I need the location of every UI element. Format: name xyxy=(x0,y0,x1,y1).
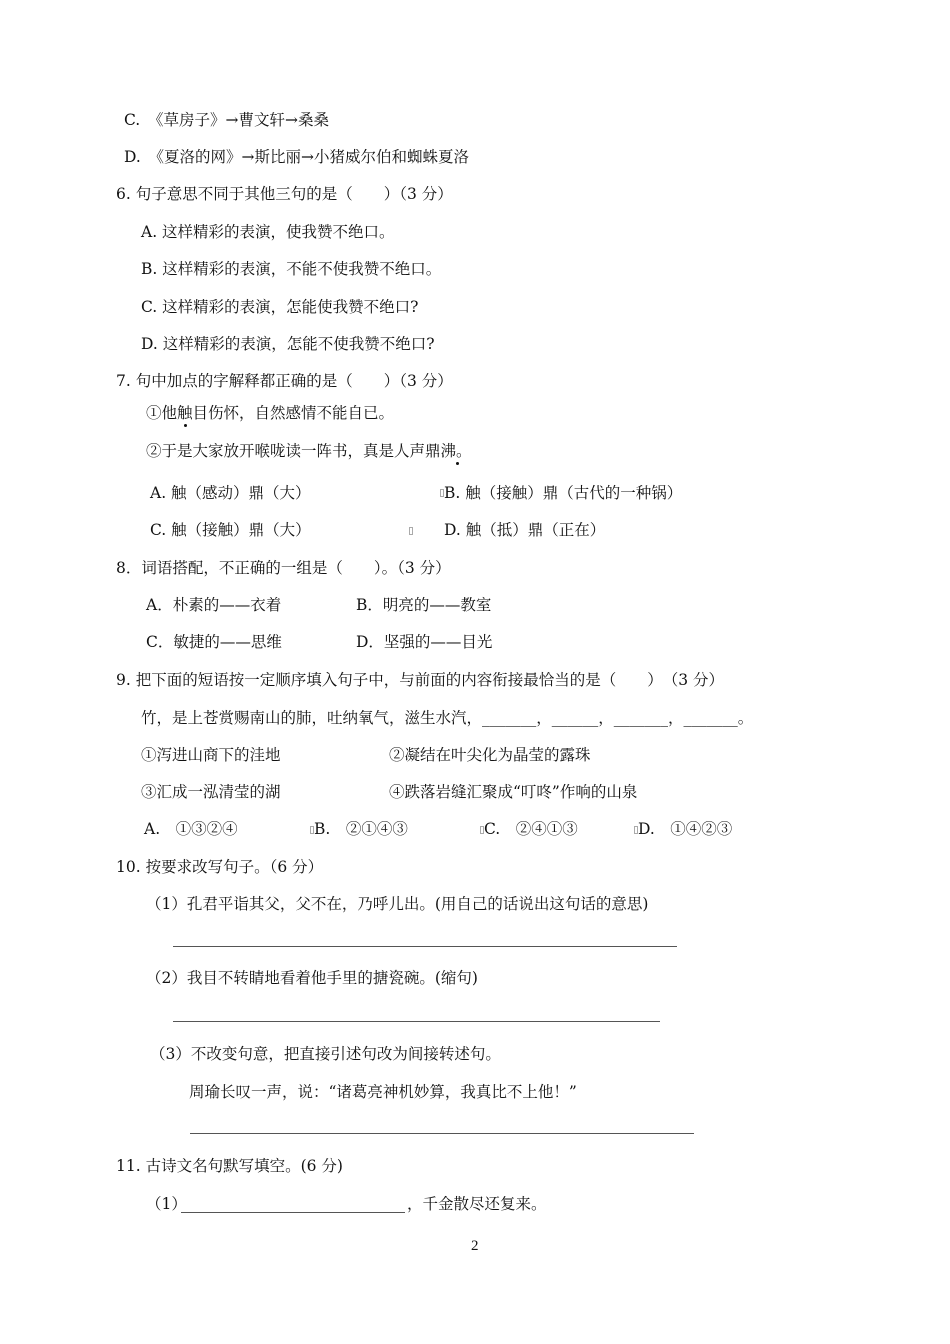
q6-stem: 6. 句子意思不同于其他三句的是（ ）（3 分） xyxy=(116,185,453,203)
q7-sentence-2: ②于是大家放开喉咙读一阵书，真是人声鼎沸。 xyxy=(146,442,472,460)
q8-option-d: D．坚强的——目光 xyxy=(356,633,493,651)
q6-option-c: C. 这样精彩的表演，怎能使我赞不绝口? xyxy=(141,298,419,316)
q9-sentence: 竹，是上苍赏赐南山的肺，吐纳氧气，滋生水汽，_______，______，_______，_______。 xyxy=(141,709,754,727)
q10-item-1: （1）孔君平诣其父，父不在，乃呼儿出。(用自己的话说出这句话的意思) xyxy=(146,895,649,913)
q9-option-d: D. ①④②③ xyxy=(638,820,733,838)
q8-stem: 8．词语搭配，不正确的一组是（ ）。（3 分） xyxy=(116,559,451,577)
q5-option-c: C. 《草房子》→曹文轩→桑桑 xyxy=(124,111,329,129)
q6-option-b: B. 这样精彩的表演，不能不使我赞不绝口。 xyxy=(141,260,442,278)
q7-option-c: C. 触（接触）鼎（大） xyxy=(150,521,311,539)
q11-item-1-suffix: ，千金散尽还复来。 xyxy=(407,1195,547,1213)
q7-sentence-1: ①他触目伤怀，自然感情不能自已。 xyxy=(146,404,395,422)
q9-phrase-4: ④跌落岩缝汇聚成“叮咚”作响的山泉 xyxy=(389,783,638,801)
q10-answer-line-2[interactable] xyxy=(173,1021,660,1022)
q10-stem: 10. 按要求改写句子。（6 分） xyxy=(116,858,324,876)
q10-answer-line-1[interactable] xyxy=(173,946,677,947)
q11-item-1-prefix: （1） xyxy=(146,1195,187,1213)
page-number: 2 xyxy=(471,1238,479,1254)
emphasis-dot xyxy=(456,462,459,465)
q8-option-a: A．朴素的——衣着 xyxy=(146,596,282,614)
q7-option-d: D. 触（抵）鼎（正在） xyxy=(444,521,606,539)
q6-option-a: A. 这样精彩的表演，使我赞不绝口。 xyxy=(141,223,395,241)
q7-option-b: B. 触（接触）鼎（古代的一种锅） xyxy=(444,484,683,502)
q5-option-d: D. 《夏洛的网》→斯比丽→小猪威尔伯和蜘蛛夏洛 xyxy=(124,148,470,166)
q8-option-c: C．敏捷的——思维 xyxy=(146,633,282,651)
q8-option-b: B．明亮的——教室 xyxy=(356,596,492,614)
q9-option-b: B. ②①④③ xyxy=(314,820,408,838)
q9-stem: 9. 把下面的短语按一定顺序填入句子中，与前面的内容衔接最恰当的是（ ） （3 分） xyxy=(116,671,725,689)
q10-item-2: （2）我目不转睛地看着他手里的搪瓷碗。(缩句) xyxy=(146,969,478,987)
q6-option-d: D. 这样精彩的表演，怎能不使我赞不绝口? xyxy=(141,335,435,353)
q9-phrase-1: ①泻进山商下的洼地 xyxy=(141,746,281,764)
q7-stem: 7. 句中加点的字解释都正确的是（ ）（3 分） xyxy=(116,372,453,390)
q11-answer-blank-1[interactable] xyxy=(181,1212,405,1213)
q10-quote: 周瑜长叹一声，说：“诸葛亮神机妙算，我真比不上他！” xyxy=(189,1083,577,1101)
emphasis-dot xyxy=(184,424,187,427)
q9-option-c: C. ②④①③ xyxy=(484,820,578,838)
q9-phrase-2: ②凝结在叶尖化为晶莹的露珠 xyxy=(389,746,591,764)
q10-answer-line-3[interactable] xyxy=(190,1133,694,1134)
q7-option-a: A. 触（感动）鼎（大） xyxy=(150,484,311,502)
q11-stem: 11. 古诗文名句默写填空。(6 分) xyxy=(116,1157,343,1175)
q10-item-3: （3）不改变句意，把直接引述句改为间接转述句。 xyxy=(150,1045,501,1063)
q9-phrase-3: ③汇成一泓清莹的湖 xyxy=(141,783,281,801)
field-marker-icon xyxy=(409,527,413,535)
q9-option-a: A. ①③②④ xyxy=(144,820,238,838)
